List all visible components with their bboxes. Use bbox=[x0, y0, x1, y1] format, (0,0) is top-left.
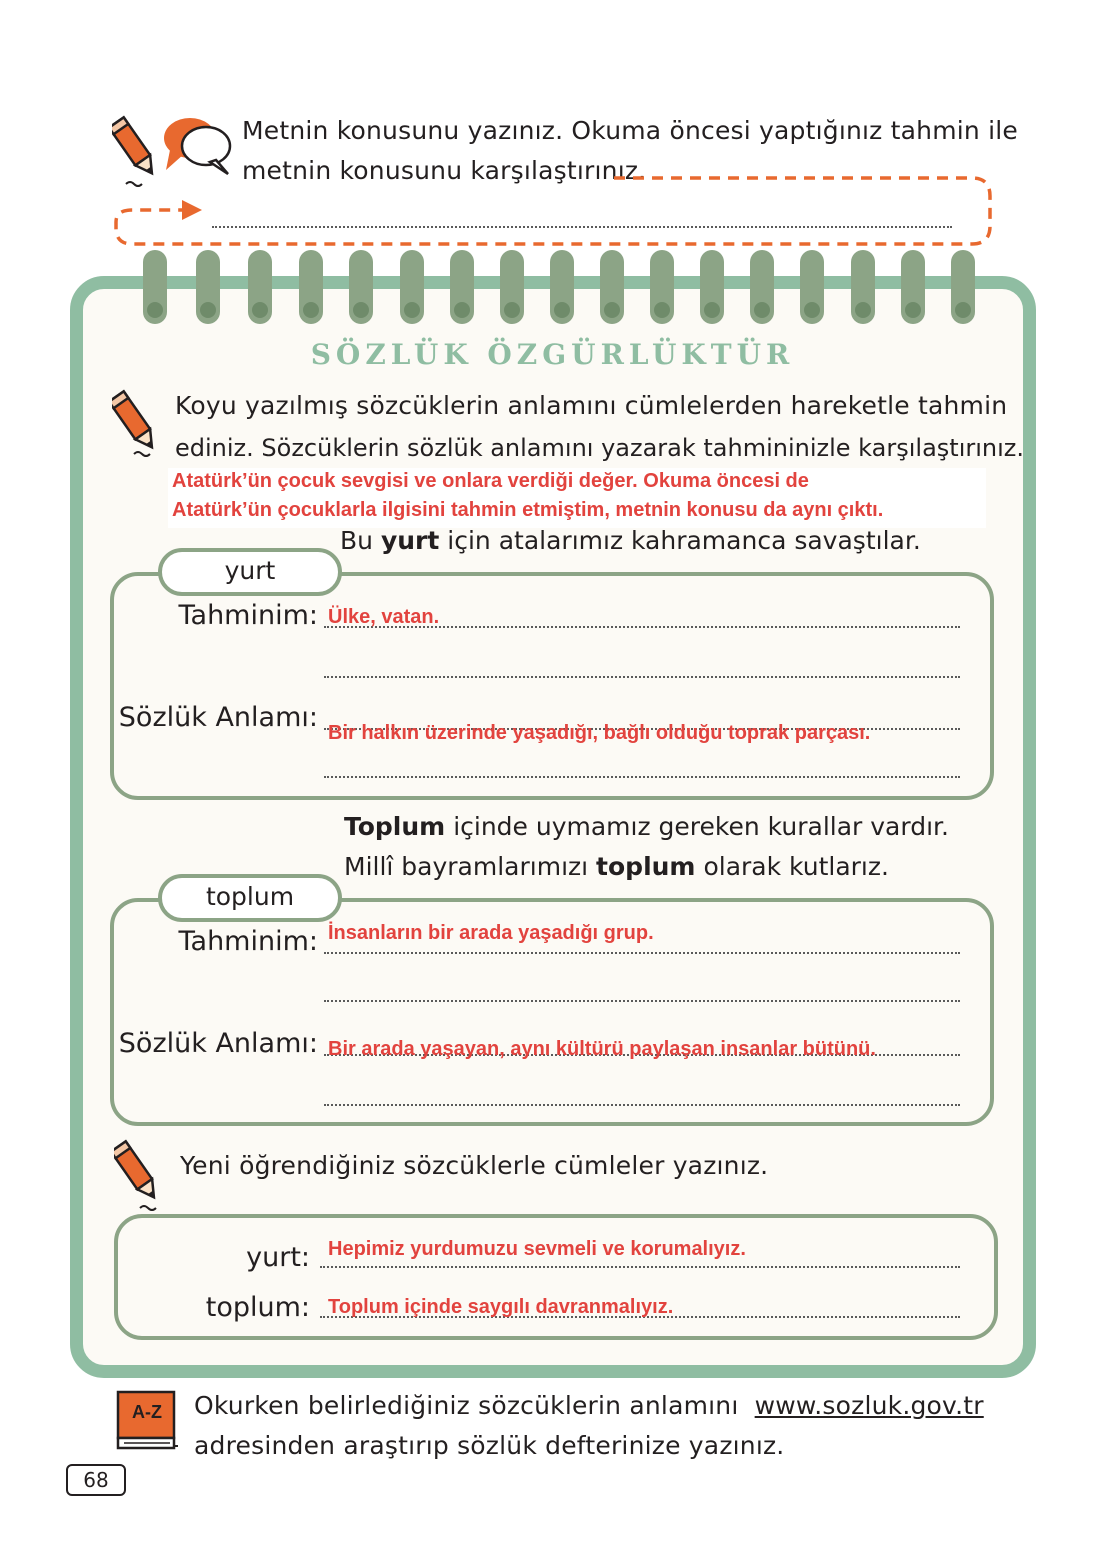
binder-ring bbox=[248, 250, 272, 324]
binder-ring bbox=[800, 250, 824, 324]
sentence-instruction: Yeni öğrendiğiniz sözcüklerle cümleler yazınız. bbox=[180, 1151, 769, 1180]
dictionary-book-icon bbox=[114, 1388, 180, 1454]
guess-line-2[interactable] bbox=[324, 676, 960, 678]
binder-ring bbox=[143, 250, 167, 324]
speech-bubbles-icon bbox=[160, 112, 235, 177]
topic-instruction-line-1: Metnin konusunu yazınız. Okuma öncesi yaptığınız tahmin ile bbox=[242, 116, 1018, 145]
topic-answer-line[interactable] bbox=[212, 226, 952, 228]
dictionary-line-2[interactable] bbox=[324, 1104, 960, 1106]
dictionary-answer-yurt: Bir halkın üzerinde yaşadığı, bağlı olduğu toprak parçası. bbox=[328, 722, 871, 744]
sozluk-link[interactable]: www.sozluk.gov.tr bbox=[754, 1391, 984, 1420]
vocab-instruction-line-2: ediniz. Sözcüklerin sözlük anlamını yazarak tahmininizle karşılaştırınız. bbox=[175, 434, 1024, 462]
binder-ring bbox=[450, 250, 474, 324]
sentence-line-yurt[interactable] bbox=[320, 1266, 960, 1268]
section-title: SÖZLÜK ÖZGÜRLÜKTÜR bbox=[310, 338, 795, 371]
example-sentence-toplum-1 bbox=[344, 812, 949, 841]
binder-ring bbox=[400, 250, 424, 324]
pencil-icon bbox=[112, 386, 162, 466]
binder-ring bbox=[349, 250, 373, 324]
bold-word: yurt bbox=[380, 526, 440, 555]
bold-word: toplum bbox=[596, 852, 696, 881]
guess-line-2[interactable] bbox=[324, 1000, 960, 1002]
binder-ring bbox=[600, 250, 624, 324]
guess-line[interactable] bbox=[324, 952, 960, 954]
example-sentence-toplum-2 bbox=[344, 852, 889, 881]
vocab-instruction-line-1: Koyu yazılmış sözcüklerin anlamını cümlelerden hareketle tahmin bbox=[175, 391, 1008, 420]
topic-answer-box bbox=[168, 468, 986, 528]
example-sentence-yurt bbox=[340, 526, 921, 555]
sentence-label-toplum: toplum: bbox=[205, 1292, 310, 1323]
binder-ring bbox=[196, 250, 220, 324]
page-number: 68 bbox=[83, 1468, 109, 1492]
bold-word: Toplum bbox=[344, 812, 446, 841]
binder-ring bbox=[700, 250, 724, 324]
binder-ring bbox=[299, 250, 323, 324]
guess-answer-toplum: İnsanların bir arada yaşadığı grup. bbox=[328, 922, 654, 944]
footer-text: Okurken belirlediğiniz sözcüklerin anlamını bbox=[194, 1391, 739, 1420]
word-tag-yurt: yurt bbox=[158, 548, 342, 596]
binder-ring bbox=[750, 250, 774, 324]
sentence-label-yurt: yurt: bbox=[246, 1242, 310, 1273]
dictionary-label: Sözlük Anlamı: bbox=[118, 1028, 318, 1059]
sentence-pre: Bu bbox=[340, 526, 373, 555]
page-number-badge bbox=[66, 1464, 126, 1496]
topic-answer-line-1: Atatürk’ün çocuk sevgisi ve onlara verdiği değer. Okuma öncesi de bbox=[172, 470, 809, 492]
guess-answer-yurt: Ülke, vatan. bbox=[328, 606, 440, 628]
book-label: A-Z bbox=[132, 1402, 162, 1422]
dashed-arrow-frame bbox=[112, 170, 997, 250]
binder-ring bbox=[500, 250, 524, 324]
dictionary-answer-toplum: Bir arada yaşayan, aynı kültürü paylaşan insanlar bütünü. bbox=[328, 1038, 876, 1060]
guess-label: Tahminim: bbox=[178, 926, 318, 957]
topic-instruction-line-2: metnin konusunu karşılaştırınız. bbox=[242, 156, 647, 185]
pencil-icon bbox=[114, 1136, 164, 1216]
binder-ring bbox=[550, 250, 574, 324]
topic-answer-line-2: Atatürk’ün çocuklarla ilgisini tahmin etmiştim, metnin konusu da aynı çıktı. bbox=[172, 499, 884, 521]
sentence-post: içinde uymamız gereken kurallar vardır. bbox=[453, 812, 949, 841]
sentence-pre: Millî bayramlarımızı bbox=[344, 852, 589, 881]
footer-line-2: adresinden araştırıp sözlük defterinize yazınız. bbox=[194, 1431, 785, 1460]
binder-ring bbox=[851, 250, 875, 324]
word-tag-toplum: toplum bbox=[158, 874, 342, 922]
sentence-post: olarak kutlarız. bbox=[703, 852, 889, 881]
binder-ring bbox=[901, 250, 925, 324]
binder-ring bbox=[650, 250, 674, 324]
sentence-answer-yurt: Hepimiz yurdumuzu sevmeli ve korumalıyız. bbox=[328, 1238, 746, 1260]
footer-line-1 bbox=[194, 1386, 984, 1426]
binder-ring bbox=[951, 250, 975, 324]
guess-label: Tahminim: bbox=[178, 600, 318, 631]
dictionary-label: Sözlük Anlamı: bbox=[118, 702, 318, 733]
sentence-post: için atalarımız kahramanca savaştılar. bbox=[447, 526, 921, 555]
dictionary-line-2[interactable] bbox=[324, 776, 960, 778]
sentence-answer-toplum: Toplum içinde saygılı davranmalıyız. bbox=[328, 1296, 674, 1318]
